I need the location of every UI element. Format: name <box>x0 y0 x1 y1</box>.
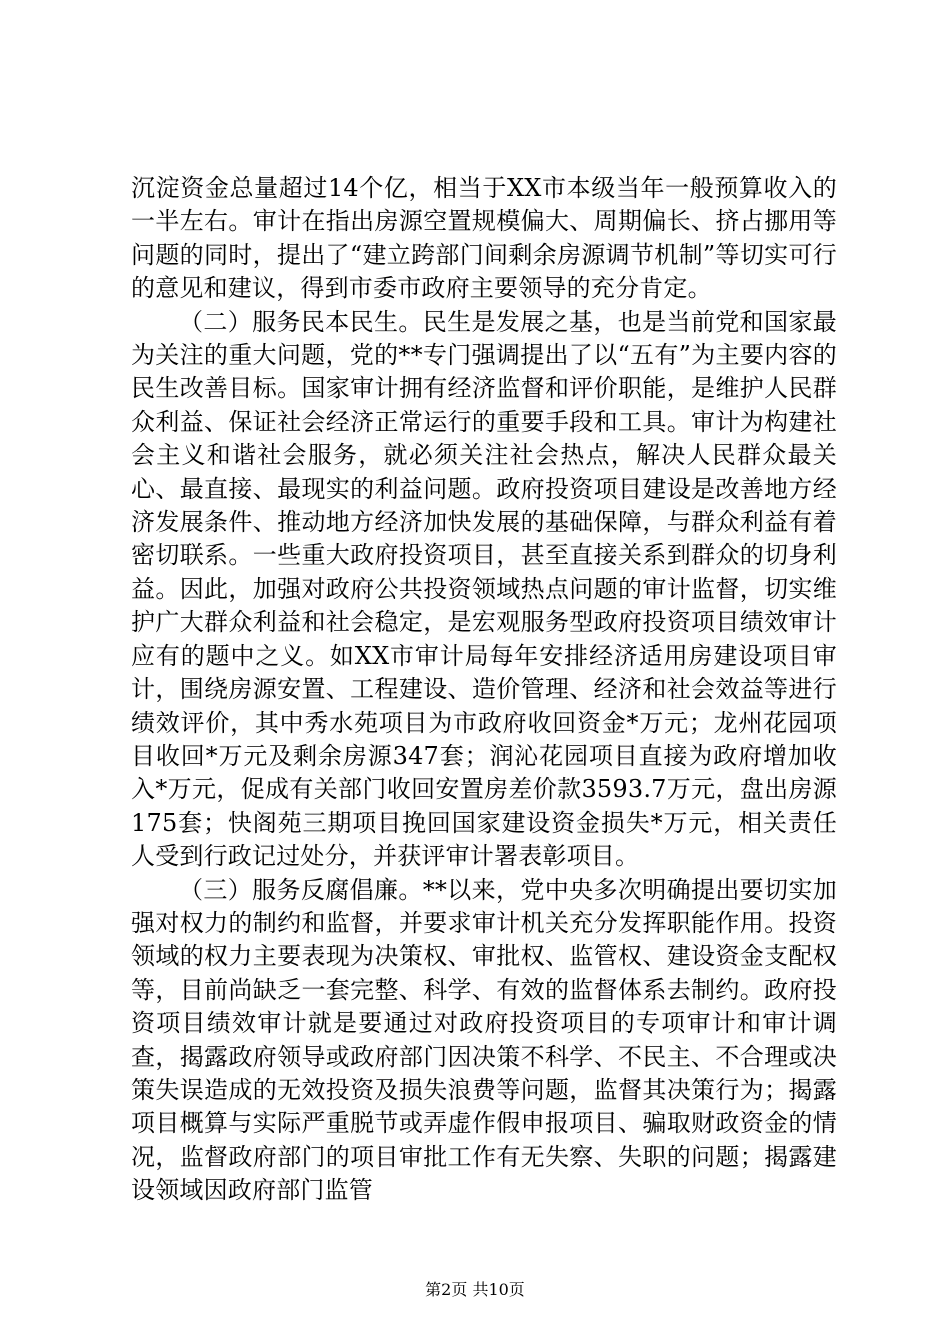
page-footer: 第2页 共10页 <box>425 1280 525 1299</box>
paragraph-continued: 沉淀资金总量超过14个亿，相当于XX市本级当年一般预算收入的一半左右。审计在指出房源空置规模偏大、周期偏长、挤占挪用等问题的同时，提出了“建立跨部门间剩余房源调节机制”等切实可行的意见和建议，得到市委市政府主要领导的充分肯定。 <box>131 174 837 303</box>
paragraph-section-three: （三）服务反腐倡廉。**以来，党中央多次明确提出要切实加强对权力的制约和监督，并要求审计机关充分发挥职能作用。投资领域的权力主要表现为决策权、审批权、监管权、建设资金支配权等，目前尚缺乏一套完整、科学、有效的监督体系去制约。政府投资项目绩效审计就是要通过对政府投资项目的专项审计和审计调查，揭露政府领导或政府部门因决策不科学、不民主、不合理或决策失误造成的无效投资及损失浪费等问题，监督其决策行为；揭露项目概算与实际严重脱节或弄虚作假申报项目、骗取财政资金的情况，监督政府部门的项目审批工作有无失察、失职的问题；揭露建设领域因政府部门监管 <box>131 875 837 1205</box>
document-body <box>131 172 837 1208</box>
paragraph-section-two: （二）服务民本民生。民生是发展之基，也是当前党和国家最为关注的重大问题，党的**专门强调提出了以“五有”为主要内容的民生改善目标。国家审计拥有经济监督和评价职能，是维护人民群众利益、保证社会经济正常运行的重要手段和工具。审计为构建社会主义和谐社会服务，就必须关注社会热点，解决人民群众最关心、最直接、最现实的利益问题。政府投资项目建设是改善地方经济发展条件、推动地方经济加快发展的基础保障，与群众利益有着密切联系。一些重大政府投资项目，甚至直接关系到群众的切身利益。因此，加强对政府公共投资领域热点问题的审计监督，切实维护广大群众利益和社会稳定，是宏观服务型政府投资项目绩效审计应有的题中之义。如XX市审计局每年安排经济适用房建设项目审计，围绕房源安置、工程建设、造价管理、经济和社会效益等进行绩效评价，其中秀水苑项目为市政府收回资金*万元；龙州花园项目收回*万元及剩余房源347套；润沁花园项目直接为政府增加收入*万元，促成有关部门收回安置房差价款3593.7万元，盘出房源175套；快阁苑三期项目挽回国家建设资金损失*万元，相关责任人受到行政记过处分，并获评审计署表彰项目。 <box>131 307 837 871</box>
